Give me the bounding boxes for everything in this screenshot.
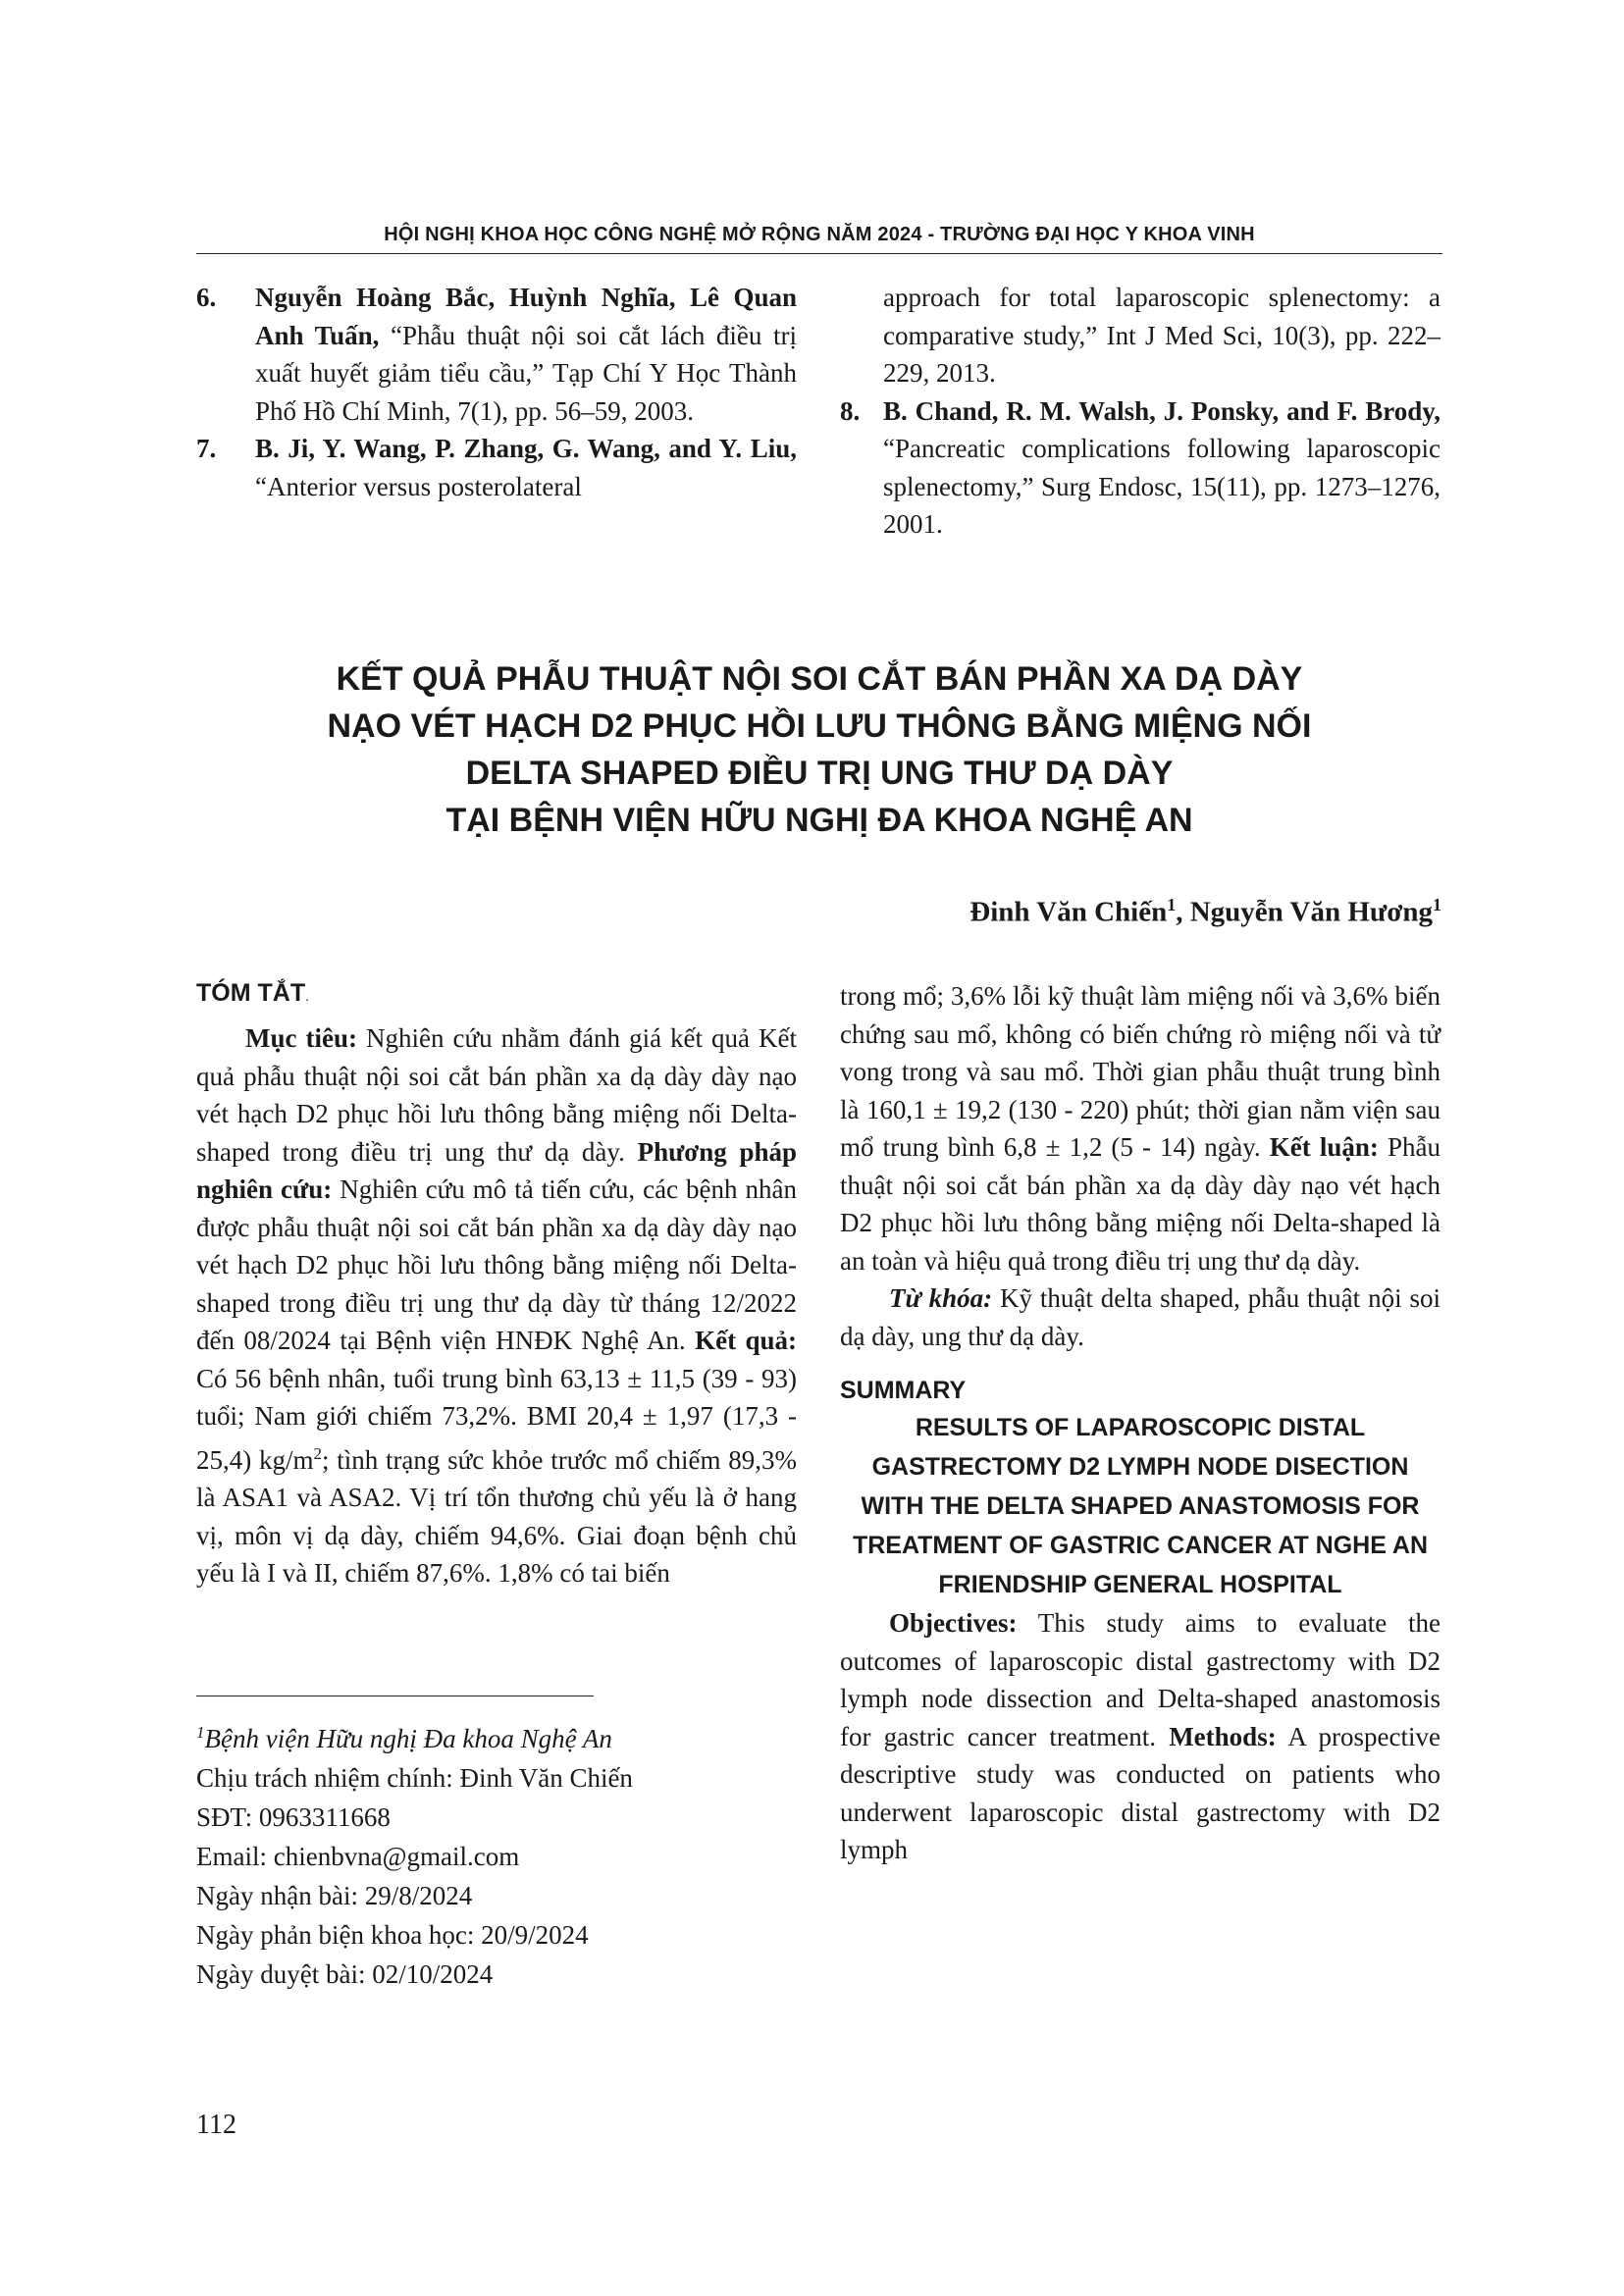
title-line: KẾT QUẢ PHẪU THUẬT NỘI SOI CẮT BÁN PHẦN XA DẠ DÀY bbox=[336, 660, 1303, 698]
author-name: Đinh Văn Chiến bbox=[969, 896, 1168, 928]
objective-label: Mục tiêu: bbox=[245, 1023, 357, 1053]
summary-paragraph bbox=[840, 1604, 1441, 1869]
results-continued-text: trong mổ; 3,6% lỗi kỹ thuật làm miệng nối và 3,6% biến chứng sau mổ, không có biến chứng rò miệng nối và tử vong trong và sau mổ. Thời gian phẫu thuật trung bình là 160,1 ± 19,2 (130 - 220) phút; thời gian nằm viện sau mổ trung bình 6,8 ± 1,2 (5 - 14) ngày. bbox=[840, 981, 1441, 1162]
author-name: Nguyễn Văn Hương bbox=[1189, 896, 1433, 928]
summary-title: RESULTS OF LAPAROSCOPIC DISTAL GASTRECTOMY D2 LYMPH NODE DISECTION WITH THE DELTA SHAPED ANASTOMOSIS FOR TREATMENT OF GASTRIC CANCER AT NGHE AN FRIENDSHIP GENERAL HOSPITAL bbox=[852, 1414, 1429, 1598]
abstract-heading-dot: . bbox=[305, 988, 309, 1004]
abstract-right-column bbox=[840, 977, 1441, 1869]
keywords bbox=[840, 1279, 1441, 1355]
objective-text: Nghiên cứu nhằm đánh giá kết quả Kết quả phẫu thuật nội soi cắt bán phần xa dạ dày dày nạo vét hạch D2 phục hồi lưu thông bằng miệng nối Delta-shaped trong điều trị ung thư dạ dày. bbox=[196, 1023, 798, 1167]
title-line: DELTA SHAPED ĐIỀU TRỊ UNG THƯ DẠ DÀY bbox=[465, 755, 1174, 792]
reference-number: 6. bbox=[196, 283, 217, 312]
results-continued bbox=[840, 977, 1441, 1279]
objectives-text: This study aims to evaluate the outcomes of laparoscopic distal gastrectomy with D2 lymph node dissection and Delta-shaped anastomosis for gastric cancer treatment. bbox=[840, 1608, 1441, 1751]
phone: SĐT: 0963311668 bbox=[196, 1802, 391, 1832]
reference-text: “Anterior versus posterolateral bbox=[255, 471, 582, 501]
article-title bbox=[196, 655, 1442, 844]
title-line: TẠI BỆNH VIỆN HỮU NGHỊ ĐA KHOA NGHỆ AN bbox=[445, 802, 1193, 839]
references-left bbox=[196, 279, 797, 505]
abstract-heading bbox=[196, 975, 797, 1014]
objectives-label: Objectives: bbox=[889, 1608, 1018, 1638]
conclusion-label: Kết luận: bbox=[1269, 1132, 1379, 1162]
page-number: 112 bbox=[196, 2110, 236, 2140]
abstract-heading-text: TÓM TẮT bbox=[196, 979, 306, 1007]
author-separator: , bbox=[1176, 896, 1190, 928]
reference-number: 8. bbox=[840, 395, 861, 426]
keywords-text: Kỹ thuật delta shaped, phẫu thuật nội soi dạ dày, ung thư dạ dày. bbox=[840, 1283, 1441, 1351]
date-reviewed: Ngày phản biện khoa học: 20/9/2024 bbox=[196, 1920, 589, 1950]
title-line: NẠO VÉT HẠCH D2 PHỤC HỒI LƯU THÔNG BẰNG MIỆNG NỐI bbox=[327, 707, 1312, 745]
methods-label: Methods: bbox=[1169, 1721, 1277, 1751]
reference-authors: Nguyễn Hoàng Bắc, Huỳnh Nghĩa, Lê Quan Anh Tuấn, bbox=[255, 283, 797, 350]
methods-label: Phương pháp nghiên cứu: bbox=[196, 1136, 797, 1204]
header-rule bbox=[196, 253, 1442, 254]
reference-8 bbox=[840, 392, 1441, 544]
reference-6 bbox=[196, 279, 797, 430]
email: Email: chienbvna@gmail.com bbox=[196, 1842, 520, 1871]
results-text-continued: ; tình trạng sức khỏe trước mổ chiếm 89,3% là ASA1 và ASA2. Vị trí tổn thương chủ yếu là ở hang vị, môn vị dạ dày, chiếm 94,6%. Giai đoạn bệnh chủ yếu là I và II, chiếm 87,6%. 1,8% có tai biến bbox=[196, 1444, 797, 1588]
date-received: Ngày nhận bài: 29/8/2024 bbox=[196, 1881, 473, 1910]
reference-text: “Phẫu thuật nội soi cắt lách điều trị xuất huyết giảm tiểu cầu,” Tạp Chí Y Học Thành Phố Hồ Chí Minh, 7(1), pp. 56–59, 2003. bbox=[255, 320, 797, 426]
abstract-left-column bbox=[196, 975, 797, 1592]
responsible-author: Chịu trách nhiệm chính: Đinh Văn Chiến bbox=[196, 1763, 633, 1793]
running-header: HỘI NGHỊ KHOA HỌC CÔNG NGHỆ MỞ RỘNG NĂM 2024 - TRƯỜNG ĐẠI HỌC Y KHOA VINH bbox=[384, 224, 1255, 245]
keywords-label: Từ khóa: bbox=[889, 1283, 993, 1313]
affiliation-text: Bệnh viện Hữu nghị Đa khoa Nghệ An bbox=[204, 1724, 612, 1753]
affiliation-marker: 1 bbox=[196, 1723, 205, 1742]
reference-authors: B. Ji, Y. Wang, P. Zhang, G. Wang, and Y. Liu, bbox=[255, 434, 797, 463]
author-list bbox=[969, 895, 1441, 929]
abstract-paragraph bbox=[196, 1019, 797, 1592]
affiliation-marker: 1 bbox=[1167, 895, 1177, 914]
references-right bbox=[840, 279, 1441, 544]
affiliation-footnote bbox=[196, 1713, 633, 1758]
affiliation-marker: 1 bbox=[1433, 895, 1441, 914]
methods-text: Nghiên cứu mô tả tiến cứu, các bệnh nhân được phẫu thuật nội soi cắt bán phần xa dạ dày dày nạo vét hạch D2 phục hồi lưu thông bằng miệng nối Delta-shaped trong điều trị ung thư dạ dày từ tháng 12/2022 đến 08/2024 tại Bệnh viện HNĐK Nghệ An. bbox=[196, 1174, 797, 1355]
reference-text: “Pancreatic complications following laparoscopic splenectomy,” Surg Endosc, 15(11), pp. 1273–1276, 2001. bbox=[883, 434, 1441, 539]
results-label: Kết quả: bbox=[695, 1326, 798, 1355]
results-text: Có 56 bệnh nhân, tuổi trung bình 63,13 ± 11,5 (39 - 93) tuổi; Nam giới chiếm 73,2%. BMI 20,4 ± 1,97 (17,3 - 25,4) kg/m bbox=[196, 1363, 797, 1475]
methods-text: A prospective descriptive study was conducted on patients who underwent laparoscopic distal gastrectomy with D2 lymph bbox=[840, 1721, 1441, 1864]
summary-heading: SUMMARY bbox=[840, 1377, 967, 1404]
reference-authors: B. Chand, R. M. Walsh, J. Ponsky, and F. Brody, bbox=[883, 395, 1441, 426]
reference-number: 7. bbox=[196, 434, 217, 463]
footnote bbox=[196, 1713, 633, 1994]
date-accepted: Ngày duyệt bài: 02/10/2024 bbox=[196, 1959, 494, 1989]
reference-7-continued: approach for total laparoscopic splenectomy: a comparative study,” Int J Med Sci, 10(3), pp. 222–229, 2013. bbox=[883, 283, 1441, 388]
reference-7 bbox=[196, 430, 797, 505]
results-superscript: 2 bbox=[313, 1443, 322, 1463]
conclusion-text: Phẫu thuật nội soi cắt bán phần xa dạ dày dày nạo vét hạch D2 phục hồi lưu thông bằng miệng nối Delta-shaped là an toàn và hiệu quả trong điều trị ung thư dạ dày. bbox=[840, 1132, 1441, 1276]
